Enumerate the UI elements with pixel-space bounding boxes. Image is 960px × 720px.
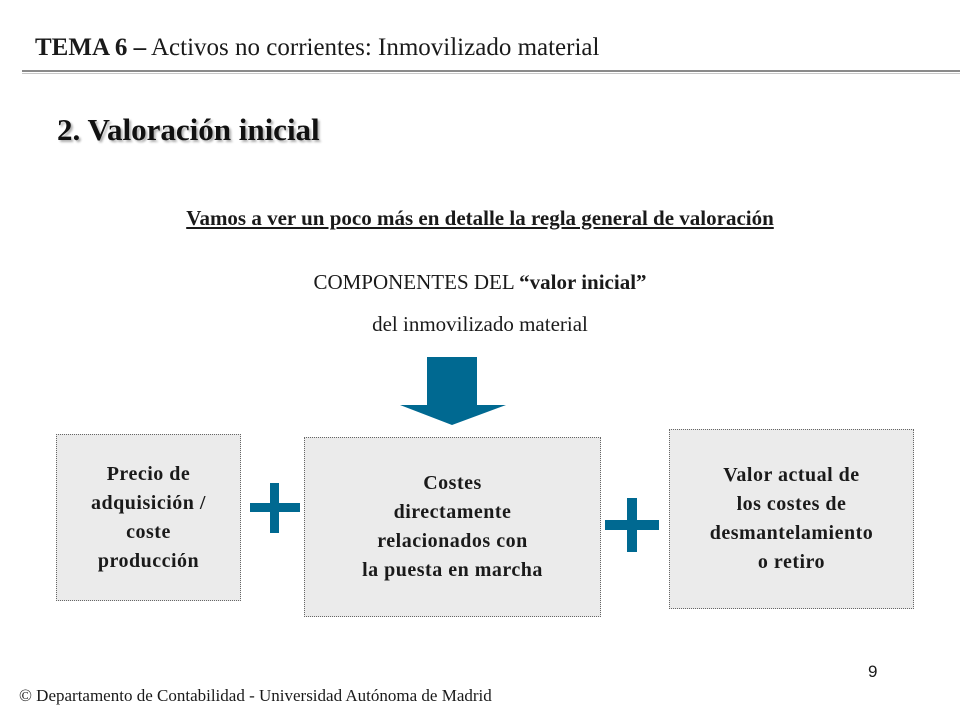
intro-subtitle: Vamos a ver un poco más en detalle la regla general de valoración: [186, 206, 774, 230]
components-heading: [0, 270, 960, 295]
footer-copyright: © Departamento de Contabilidad - Universidad Autónoma de Madrid: [19, 686, 492, 705]
plus-icon: [249, 482, 301, 534]
arrow-down-icon: [398, 357, 508, 425]
header-title-rest: Activos no corrientes: Inmovilizado material: [146, 34, 600, 61]
component-box-dismantling-costs: [669, 429, 914, 609]
section-title: 2. Valoración inicial: [57, 112, 320, 147]
components-highlight: “valor inicial”: [519, 270, 647, 294]
header-divider-secondary: [22, 73, 960, 74]
component-box-label: Costes directamente relacionados con la puesta en marcha: [362, 472, 543, 581]
header-divider: [22, 70, 960, 72]
components-subheading: del inmovilizado material: [372, 312, 588, 336]
plus-icon: [604, 497, 660, 553]
header-title: [35, 34, 599, 62]
page-number: 9: [868, 662, 878, 681]
components-prefix: COMPONENTES DEL: [313, 270, 520, 294]
component-box-label: Valor actual de los costes de desmantelamiento o retiro: [709, 464, 874, 573]
component-box-direct-costs: [304, 437, 601, 617]
component-box-purchase-price: [56, 434, 241, 601]
component-box-label: Precio de adquisición / coste producción: [91, 462, 206, 572]
header-title-bold: TEMA 6 –: [35, 34, 147, 61]
